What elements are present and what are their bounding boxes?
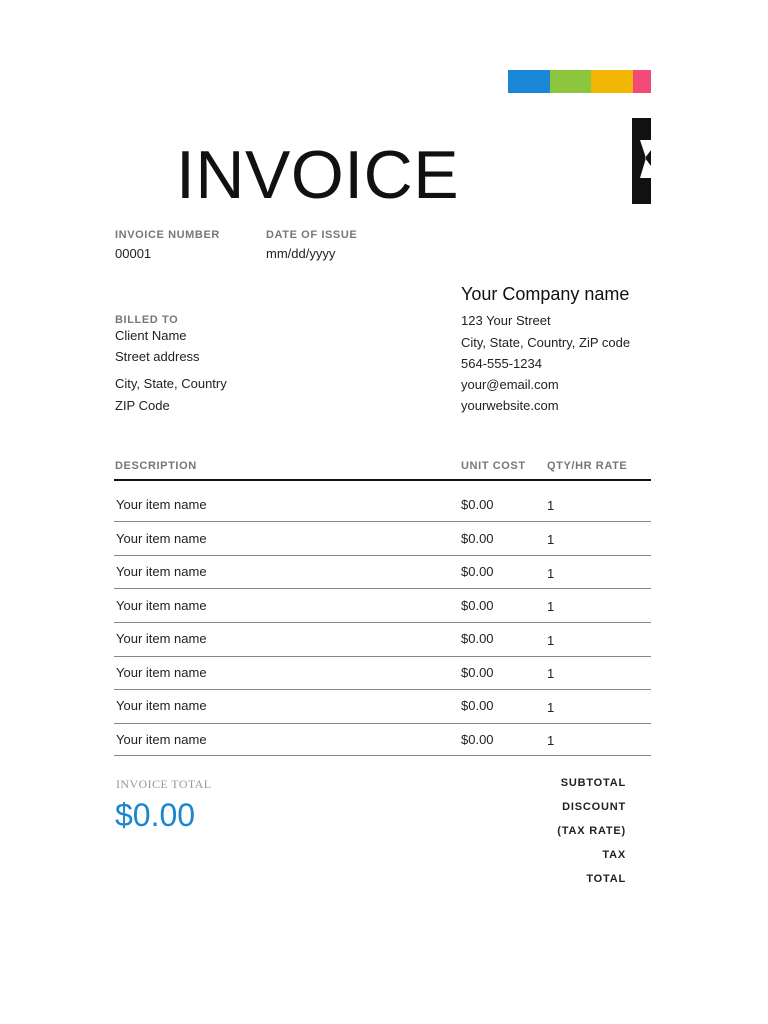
client-zip-code: ZIP Code bbox=[115, 398, 170, 413]
company-website: yourwebsite.com bbox=[461, 398, 559, 413]
color-swatch-pink bbox=[633, 70, 651, 93]
row-divider bbox=[114, 689, 651, 690]
date-of-issue-label: DATE OF ISSUE bbox=[266, 229, 358, 241]
client-street-address: Street address bbox=[115, 349, 200, 364]
color-swatch-yellow bbox=[591, 70, 633, 93]
billed-to-label: BILLED TO bbox=[115, 314, 179, 326]
item-unit-cost: $0.00 bbox=[461, 497, 494, 512]
item-description: Your item name bbox=[116, 531, 207, 546]
invoice-total-label: INVOICE TOTAL bbox=[116, 777, 212, 791]
item-qty: 1 bbox=[547, 633, 555, 648]
invoice-number-label: INVOICE NUMBER bbox=[115, 229, 220, 241]
color-swatch-green bbox=[550, 70, 591, 93]
total-label: TOTAL bbox=[586, 873, 626, 885]
row-divider bbox=[114, 555, 651, 556]
tax-label: TAX bbox=[602, 849, 626, 861]
invoice-number-value: 00001 bbox=[115, 246, 152, 261]
description-header: DESCRIPTION bbox=[115, 460, 197, 472]
unit-cost-header: UNIT COST bbox=[461, 460, 526, 472]
item-qty: 1 bbox=[547, 700, 555, 715]
item-description: Your item name bbox=[116, 665, 207, 680]
item-description: Your item name bbox=[116, 698, 207, 713]
item-description: Your item name bbox=[116, 598, 207, 613]
subtotal-label: SUBTOTAL bbox=[560, 777, 626, 789]
invoice-total-amount: $0.00 bbox=[115, 797, 196, 833]
table-header-rule bbox=[114, 479, 651, 481]
row-divider bbox=[114, 521, 651, 522]
row-divider bbox=[114, 723, 651, 724]
item-unit-cost: $0.00 bbox=[461, 631, 494, 646]
tax-rate-label: (TAX RATE) bbox=[557, 825, 626, 837]
item-description: Your item name bbox=[116, 564, 207, 579]
item-unit-cost: $0.00 bbox=[461, 598, 494, 613]
company-logo-icon bbox=[626, 118, 651, 204]
item-qty: 1 bbox=[547, 498, 555, 513]
company-street: 123 Your Street bbox=[461, 313, 551, 328]
row-divider bbox=[114, 622, 651, 623]
item-qty: 1 bbox=[547, 532, 555, 547]
discount-label: DISCOUNT bbox=[562, 801, 626, 813]
brand-color-bar bbox=[508, 70, 651, 93]
item-qty: 1 bbox=[547, 599, 555, 614]
item-qty: 1 bbox=[547, 666, 555, 681]
item-unit-cost: $0.00 bbox=[461, 698, 494, 713]
qty-rate-header: QTY/HR RATE bbox=[547, 460, 628, 472]
company-phone: 564-555-1234 bbox=[461, 356, 542, 371]
item-unit-cost: $0.00 bbox=[461, 531, 494, 546]
color-swatch-blue bbox=[508, 70, 550, 93]
company-city-state-country-zip: City, State, Country, ZiP code bbox=[461, 335, 631, 350]
client-city-state-country: City, State, Country bbox=[115, 376, 227, 391]
item-unit-cost: $0.00 bbox=[461, 564, 494, 579]
item-qty: 1 bbox=[547, 566, 555, 581]
row-divider bbox=[114, 656, 651, 657]
company-name: Your Company name bbox=[461, 284, 630, 304]
row-divider bbox=[114, 588, 651, 589]
item-qty: 1 bbox=[547, 733, 555, 748]
date-of-issue-value: mm/dd/yyyy bbox=[266, 246, 336, 261]
item-description: Your item name bbox=[116, 631, 207, 646]
item-description: Your item name bbox=[116, 497, 207, 512]
row-divider bbox=[114, 755, 651, 756]
item-unit-cost: $0.00 bbox=[461, 665, 494, 680]
invoice-title: INVOICE bbox=[176, 137, 460, 213]
client-name: Client Name bbox=[115, 328, 187, 343]
company-email: your@email.com bbox=[461, 377, 559, 392]
item-unit-cost: $0.00 bbox=[461, 732, 494, 747]
item-description: Your item name bbox=[116, 732, 207, 747]
